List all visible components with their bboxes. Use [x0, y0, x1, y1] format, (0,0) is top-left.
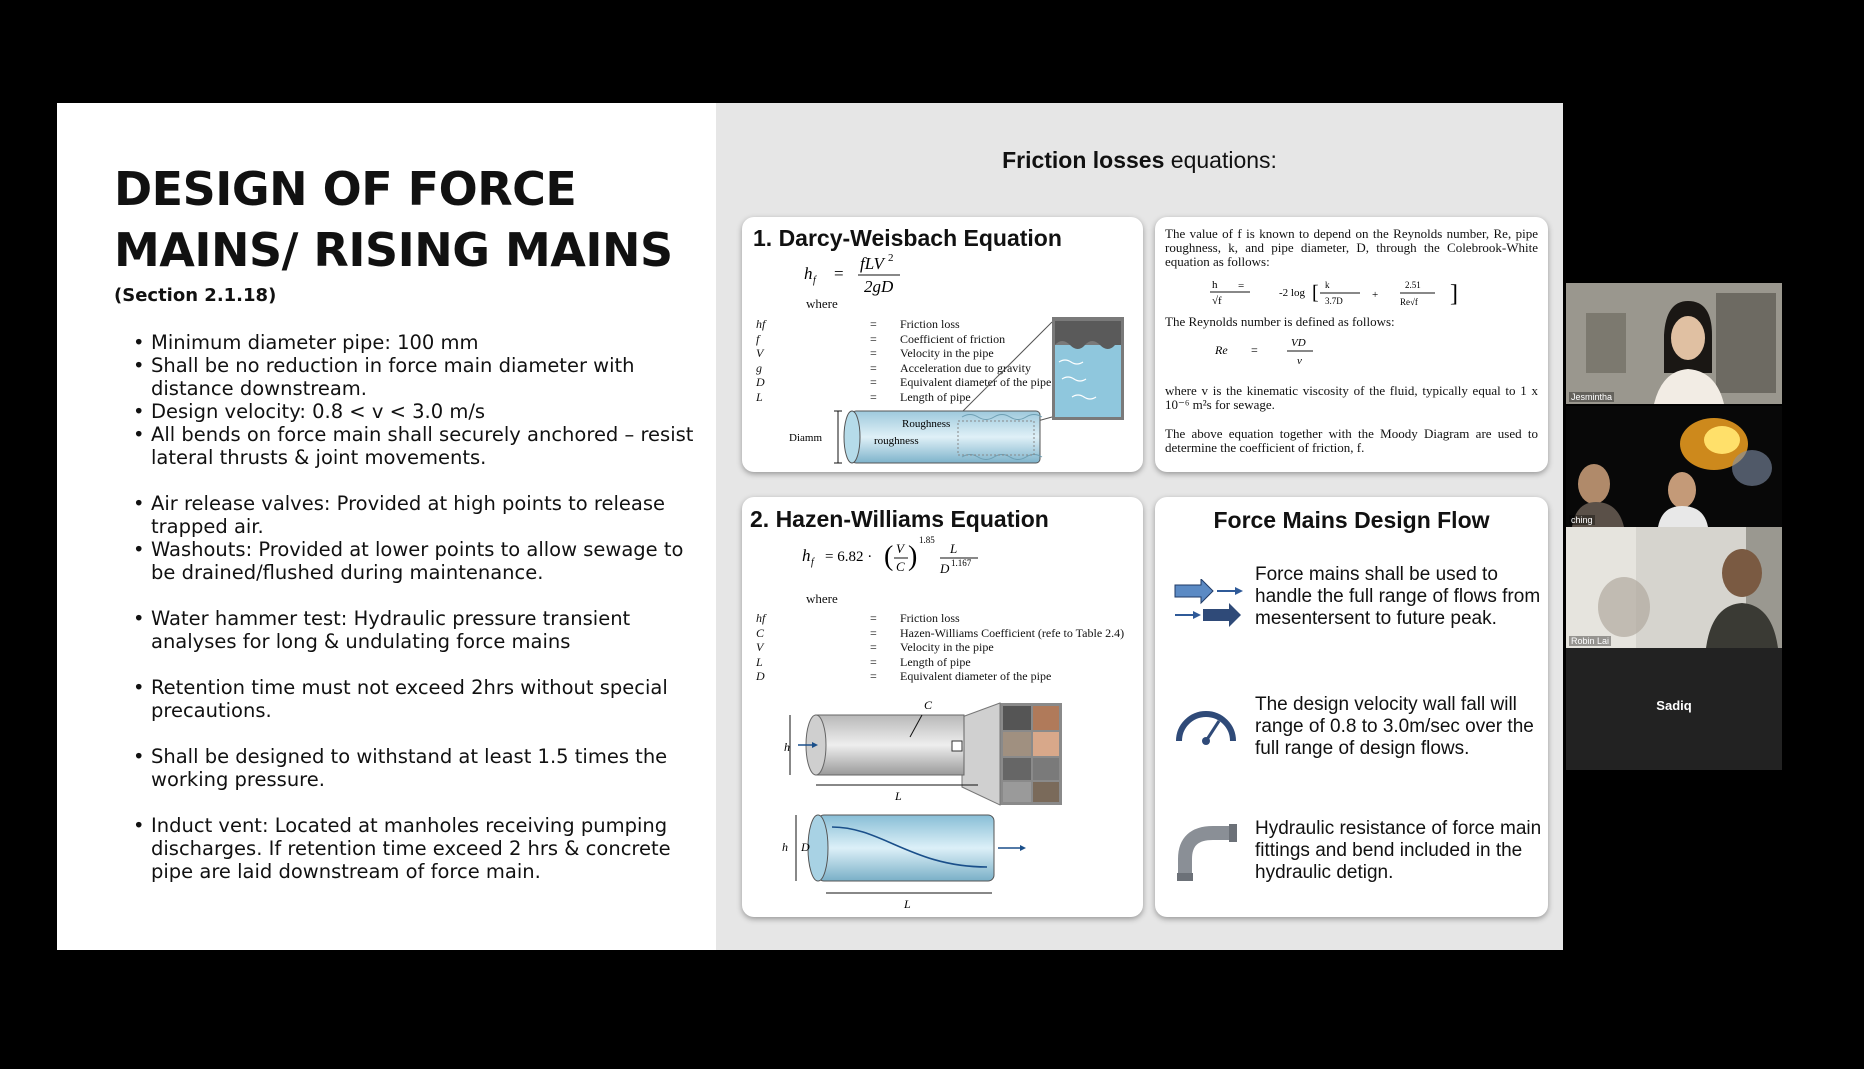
- definition-sym: C: [756, 625, 765, 640]
- bullet-item: • Induct vent: Located at manholes receiving pumping discharges. If retention time exceed 2 hrs & concrete pipe are laid downstream of force main.: [127, 814, 712, 883]
- heading-rest: equations:: [1164, 147, 1277, 173]
- reynolds-heading: The Reynolds number is defined as follows:: [1165, 314, 1395, 329]
- colebrook-white-card: [1155, 217, 1548, 472]
- definition-sym: V: [756, 346, 764, 360]
- definition-eq: =: [870, 331, 877, 346]
- flow-item-1: Force mains shall be used to handle the full range of flows from mesentersent to future peak.: [1255, 564, 1541, 629]
- definition-eq: =: [870, 375, 877, 389]
- svg-text:-2 log: -2 log: [1279, 287, 1305, 299]
- svg-text:2gD: 2gD: [864, 277, 894, 296]
- definition-desc: Equivalent diameter of the pipe: [900, 669, 1052, 683]
- bullet-item: • Water hammer test: Hydraulic pressure transient analyses for long & undulating force mains: [127, 607, 712, 653]
- darcy-where: where: [806, 296, 838, 311]
- bullet-item: • Air release valves: Provided at high points to release trapped air.: [127, 492, 712, 538]
- bullet-item: • All bends on force main shall securely anchored – resist lateral thrusts & joint movements.: [127, 423, 712, 469]
- bullet-item: • Minimum diameter pipe: 100 mm: [127, 331, 712, 354]
- darcy-title: 1. Darcy-Weisbach Equation: [753, 225, 1062, 251]
- reynolds-equation: [1213, 332, 1333, 372]
- definition-sym: L: [756, 389, 763, 404]
- definition-eq: =: [870, 346, 877, 360]
- svg-text:C: C: [924, 698, 933, 712]
- svg-text:f: f: [811, 557, 814, 568]
- participant-name-3: Robin Lai: [1571, 636, 1610, 646]
- definition-eq: =: [870, 625, 877, 640]
- definition-eq: =: [870, 669, 877, 683]
- darcy-formula: [802, 247, 932, 297]
- definition-desc: Coefficient of friction: [900, 331, 1006, 346]
- pipe-roughness-figure: [772, 317, 1142, 467]
- svg-text:2: 2: [888, 252, 894, 264]
- hazen-williams-card: [742, 497, 1143, 917]
- svg-text:h: h: [804, 264, 813, 283]
- participant-name-1: Jesmintha: [1571, 392, 1613, 402]
- bullet-item: • Shall be designed to withstand at least 1.5 times the working pressure.: [127, 745, 712, 791]
- gauge-icon: [1173, 705, 1239, 745]
- svg-text:VD: VD: [1291, 337, 1306, 349]
- participant-tile-2[interactable]: [1566, 406, 1782, 527]
- participant-video-2: [1566, 406, 1782, 527]
- definition-desc: Equivalent diameter of the pipe: [900, 375, 1052, 389]
- svg-text:h: h: [802, 546, 811, 565]
- definition-desc: Length of pipe: [900, 654, 971, 669]
- slide-title-line-2: MAINS/ RISING MAINS: [114, 223, 673, 277]
- participant-video-1: [1566, 283, 1782, 404]
- design-flow-card: [1155, 497, 1548, 917]
- colebrook-paragraph: The value of f is known to depend on the Reynolds number, Re, pipe roughness, k, and pipe diameter, D, through the Colebrook-White equation as follows:: [1165, 226, 1538, 269]
- bullet-group: [127, 607, 712, 653]
- svg-text:C: C: [896, 559, 905, 574]
- bullet-group: [127, 814, 712, 883]
- arrows-icon: [1173, 579, 1245, 629]
- bullet-item: • Design velocity: 0.8 < v < 3.0 m/s: [127, 400, 712, 423]
- bullet-item: • Washouts: Provided at lower points to allow sewage to be drained/flushed during maintenance.: [127, 538, 712, 584]
- slide-right-panel: [716, 103, 1563, 950]
- hazen-definitions: [756, 611, 1124, 684]
- slide-title-line-1: DESIGN OF FORCE: [114, 162, 577, 216]
- definition-eq: =: [870, 640, 877, 654]
- hazen-where: where: [806, 591, 838, 606]
- svg-text:=: =: [1251, 343, 1258, 357]
- svg-text:=: =: [834, 264, 844, 283]
- svg-text:L: L: [895, 789, 902, 803]
- definition-desc: Friction loss: [900, 317, 960, 331]
- definition-sym: L: [756, 654, 763, 669]
- definition-sym: hf: [756, 611, 766, 625]
- svg-text:Re√f: Re√f: [1400, 297, 1418, 307]
- flow-item-3: Hydraulic resistance of force main fittings and bend included in the hydraulic detign.: [1255, 818, 1542, 883]
- moody-paragraph: The above equation together with the Moody Diagram are used to determine the coefficient of friction, f.: [1165, 426, 1538, 455]
- definition-desc: Acceleration due to gravity: [900, 360, 1031, 375]
- participant-name-2: ching: [1571, 515, 1593, 525]
- definition-row: [756, 640, 1124, 655]
- bullet-group: [127, 492, 712, 584]
- section-reference: (Section 2.1.18): [114, 285, 277, 306]
- svg-text:h: h: [1212, 279, 1218, 291]
- svg-text:Re: Re: [1215, 343, 1228, 357]
- hazen-formula: [802, 531, 992, 581]
- flow-item-2: The design velocity wall fall will range of 0.8 to 3.0m/sec over the full range of design flows.: [1255, 694, 1534, 759]
- darcy-weisbach-card: [742, 217, 1143, 472]
- definition-row: [756, 669, 1124, 684]
- svg-text:3.7D: 3.7D: [1325, 296, 1343, 306]
- definition-eq: =: [870, 654, 877, 669]
- definition-row: [756, 611, 1124, 626]
- svg-text:k: k: [1325, 280, 1330, 290]
- svg-text:+: +: [1372, 289, 1379, 301]
- svg-text:√f: √f: [1212, 295, 1222, 307]
- definition-sym: g: [756, 360, 762, 375]
- definition-sym: f: [756, 331, 760, 346]
- definition-sym: D: [756, 375, 765, 389]
- participant-video-3: [1566, 527, 1782, 648]
- definition-eq: =: [870, 317, 877, 331]
- diameter-label: Diamm: [789, 432, 822, 444]
- svg-text:(: (: [884, 541, 894, 572]
- svg-text:V: V: [896, 541, 904, 556]
- definition-sym: hf: [756, 317, 766, 331]
- roughness-label-b: roughness: [874, 435, 919, 447]
- svg-text:h: h: [784, 740, 790, 754]
- definition-row: [756, 655, 1124, 670]
- svg-text:1.85: 1.85: [919, 535, 935, 545]
- svg-text:ν: ν: [1297, 355, 1302, 367]
- participant-tile-1[interactable]: [1566, 283, 1782, 404]
- definition-desc: Length of pipe: [900, 389, 971, 404]
- svg-text:D: D: [940, 561, 950, 576]
- definition-desc: Velocity in the pipe: [900, 640, 994, 654]
- svg-text:[: [: [1312, 282, 1319, 304]
- colebrook-equation: [1210, 271, 1520, 311]
- friction-losses-heading: [716, 147, 1563, 174]
- definition-row: [756, 626, 1124, 641]
- bullet-item: • Shall be no reduction in force main diameter with distance downstream.: [127, 354, 712, 400]
- definition-desc: Velocity in the pipe: [900, 346, 994, 360]
- bullet-group: [127, 331, 712, 469]
- svg-text:1.167: 1.167: [951, 558, 972, 568]
- participant-tile-4[interactable]: [1566, 648, 1782, 770]
- slide-title: [114, 159, 694, 281]
- heading-bold: Friction losses: [1002, 147, 1165, 173]
- svg-text:L: L: [950, 541, 958, 556]
- svg-text:fLV: fLV: [860, 254, 884, 273]
- definition-desc: Friction loss: [900, 611, 960, 625]
- presentation-slide: [57, 103, 1563, 950]
- design-flow-title: Force Mains Design Flow: [1213, 507, 1490, 533]
- svg-text:2.51: 2.51: [1405, 280, 1421, 290]
- svg-text:h: h: [782, 840, 788, 854]
- bullet-group: [127, 676, 712, 722]
- svg-text:D: D: [801, 840, 810, 854]
- bullet-list: [127, 331, 712, 906]
- roughness-label-a: Roughness: [902, 418, 951, 430]
- definition-sym: V: [756, 640, 764, 654]
- svg-text:= 6.82 ·: = 6.82 ·: [825, 549, 873, 565]
- svg-text:): ): [908, 541, 918, 572]
- definition-desc: Hazen-Williams Coefficient (refe to Table 2.4): [900, 625, 1125, 640]
- svg-text:]: ]: [1450, 281, 1458, 307]
- participant-tile-3[interactable]: [1566, 527, 1782, 648]
- viscosity-paragraph: where v is the kinematic viscosity of the fluid, typically equal to 1 x 10⁻⁶ m²s for sewage.: [1165, 383, 1538, 412]
- hazen-title: 2. Hazen-Williams Equation: [750, 506, 1049, 532]
- definition-eq: =: [870, 611, 877, 625]
- slide-left-panel: [57, 103, 716, 950]
- definition-eq: =: [870, 360, 877, 375]
- bullet-group: [127, 745, 712, 791]
- svg-text:=: =: [1238, 280, 1245, 292]
- definition-eq: =: [870, 389, 877, 404]
- svg-text:f: f: [813, 275, 816, 286]
- pipe-bend-icon: [1173, 815, 1243, 885]
- participant-name-4: Sadiq: [1656, 698, 1692, 713]
- definition-sym: D: [756, 669, 765, 683]
- pipe-cross-section-figure: [782, 687, 1142, 912]
- bullet-item: • Retention time must not exceed 2hrs without special precautions.: [127, 676, 712, 722]
- svg-text:L: L: [904, 897, 911, 911]
